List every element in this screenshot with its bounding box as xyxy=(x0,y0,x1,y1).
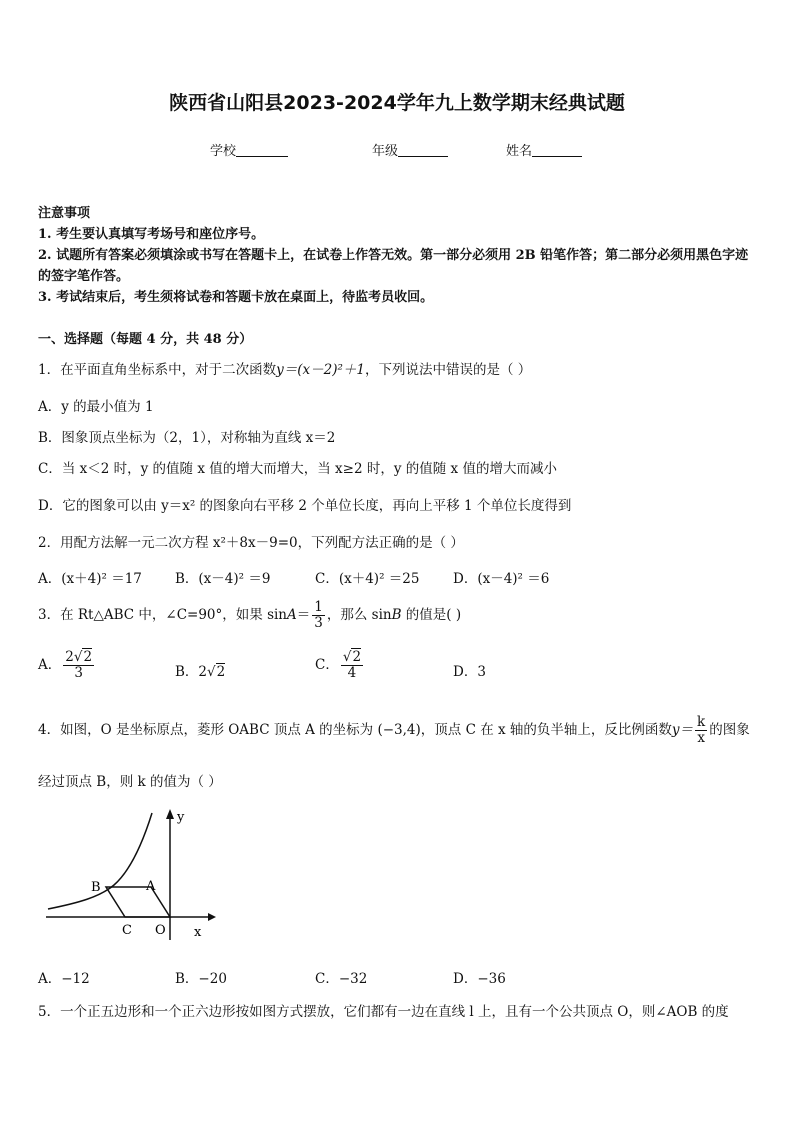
q4-text: 4．如图，O 是坐标原点，菱形 OABC 顶点 A 的坐标为 (−3,4)，顶点 C 在 x 轴的负半轴上，反比例函数 xyxy=(38,722,672,738)
q4-option-d[interactable]: D．−36 xyxy=(453,971,506,987)
question-5-stem: 5．一个正五边形和一个正六边形按如图方式摆放，它们都有一边在直线 l 上，且有一个公共顶点 O，则∠AOB 的度 xyxy=(38,1004,729,1020)
name-label: 姓名 xyxy=(506,144,533,159)
q3-a-num: 2√2 xyxy=(65,649,93,665)
q1-option-a[interactable]: A．y 的最小值为 1 xyxy=(38,399,154,415)
q1-option-c[interactable]: C．当 x＜2 时，y 的值随 x 值的增大而增大，当 x≥2 时，y 的值随 x 值的增大而减小 xyxy=(38,461,557,477)
q4-func-num: k xyxy=(697,714,706,730)
q1-option-b[interactable]: B．图象顶点坐标为（2，1），对称轴为直线 x＝2 xyxy=(38,430,336,446)
q3-b-coef: 2 xyxy=(198,664,208,680)
q4-option-b[interactable]: B．−20 xyxy=(175,971,227,987)
q3-text-c: 的值是( ) xyxy=(401,607,462,623)
q2-option-b[interactable]: B．(x－4)² ＝9 xyxy=(175,571,271,587)
q3-a-fraction xyxy=(63,650,94,681)
note-item: 1. 考生要认真填写考场号和座位序号。 xyxy=(38,227,265,242)
q4-stem-line2: 经过顶点 B，则 k 的值为（ ） xyxy=(38,774,222,790)
q3-option-a[interactable] xyxy=(38,650,96,681)
q3-a-coef: 2 xyxy=(65,649,74,665)
q3-b-label: B． xyxy=(175,664,199,680)
grade-field[interactable] xyxy=(372,140,448,159)
q3-c-den: 4 xyxy=(347,665,357,681)
school-blank[interactable] xyxy=(236,144,288,157)
q3-option-c[interactable] xyxy=(315,650,365,681)
section-heading: 一、选择题（每题 4 分，共 48 分） xyxy=(38,332,253,347)
q2-option-a[interactable]: A．(x＋4)² ＝17 xyxy=(38,571,142,587)
q4-func-lhs: y＝ xyxy=(671,722,694,738)
note-item: 3. 考试结束后，考生须将试卷和答题卡放在桌面上，待监考员收回。 xyxy=(38,290,434,305)
q3-option-d[interactable]: D．3 xyxy=(453,664,486,680)
q3-option-b[interactable]: B．2√2 xyxy=(175,664,226,680)
q4-option-c[interactable]: C．−32 xyxy=(315,971,368,987)
label-b: B xyxy=(91,880,101,895)
label-a: A xyxy=(146,879,156,894)
question-4-stem xyxy=(38,715,750,746)
school-label: 学校 xyxy=(210,144,237,159)
q3-a-rad: 2 xyxy=(83,649,93,665)
q2-option-d[interactable]: D．(x－4)² ＝6 xyxy=(453,571,550,587)
q2-option-c[interactable]: C．(x＋4)² ＝25 xyxy=(315,571,420,587)
rhombus-oabc xyxy=(106,887,170,917)
q4-func-fraction xyxy=(695,715,707,746)
y-axis-arrow xyxy=(166,809,174,819)
rhombus-figure xyxy=(38,805,228,945)
q3-fraction xyxy=(312,600,325,631)
q3-c-label: C． xyxy=(315,657,339,673)
label-c: C xyxy=(122,923,132,938)
q3-frac-den: 3 xyxy=(314,615,323,631)
q3-text-b: ，那么 sin xyxy=(326,607,392,623)
q3-frac-num: 1 xyxy=(314,599,323,615)
q1-option-d[interactable]: D．它的图象可以由 y＝x² 的图象向右平移 2 个单位长度，再向上平移 1 个单位长度得到 xyxy=(38,498,572,514)
q4-func-den: x xyxy=(697,730,705,746)
page-title: 陕西省山阳县2023-2024学年九上数学期末经典试题 xyxy=(169,92,625,114)
x-axis-arrow xyxy=(208,913,216,921)
note-item: 2. 试题所有答案必须填涂或书写在答题卡上，在试卷上作答无效。第一部分必须用 2B 铅笔作答；第二部分必须用黑色字迹的签字笔作答。 xyxy=(38,248,749,284)
q3-b-rad: 2 xyxy=(216,664,226,680)
q3-eq: ＝ xyxy=(296,607,311,623)
q4-option-a[interactable]: A．−12 xyxy=(38,971,90,987)
q3-a-den: 3 xyxy=(74,665,83,681)
notes-heading: 注意事项 xyxy=(38,206,91,221)
grade-blank[interactable] xyxy=(398,144,448,157)
notes-block xyxy=(38,203,760,308)
q3-var-b: B xyxy=(391,607,402,623)
q1-text: 1．在平面直角坐标系中，对于二次函数 xyxy=(38,362,277,378)
q1-formula: y＝(x－2)²＋1 xyxy=(276,362,365,378)
grade-label: 年级 xyxy=(372,144,399,159)
q3-c-rad: 2 xyxy=(352,649,362,665)
q3-c-fraction xyxy=(341,650,363,681)
label-o: O xyxy=(155,923,166,938)
label-y: y xyxy=(177,810,185,825)
q1-text-end: ，下列说法中错误的是（ ） xyxy=(364,362,532,378)
label-x: x xyxy=(194,925,202,940)
question-2-stem: 2．用配方法解一元二次方程 x²＋8x－9=0，下列配方法正确的是（ ） xyxy=(38,535,464,551)
name-field[interactable] xyxy=(506,140,582,159)
question-3-stem xyxy=(38,600,461,631)
question-1-stem xyxy=(38,358,531,378)
name-blank[interactable] xyxy=(532,144,582,157)
q3-text: 3．在 Rt△ABC 中，∠C=90°，如果 sin xyxy=(38,607,288,623)
q3-a-label: A． xyxy=(38,657,62,673)
q4-text-b: 的图象 xyxy=(709,722,750,738)
school-field[interactable] xyxy=(210,140,288,159)
q3-var-a: A xyxy=(287,607,297,623)
q3-c-num: √2 xyxy=(342,649,362,665)
